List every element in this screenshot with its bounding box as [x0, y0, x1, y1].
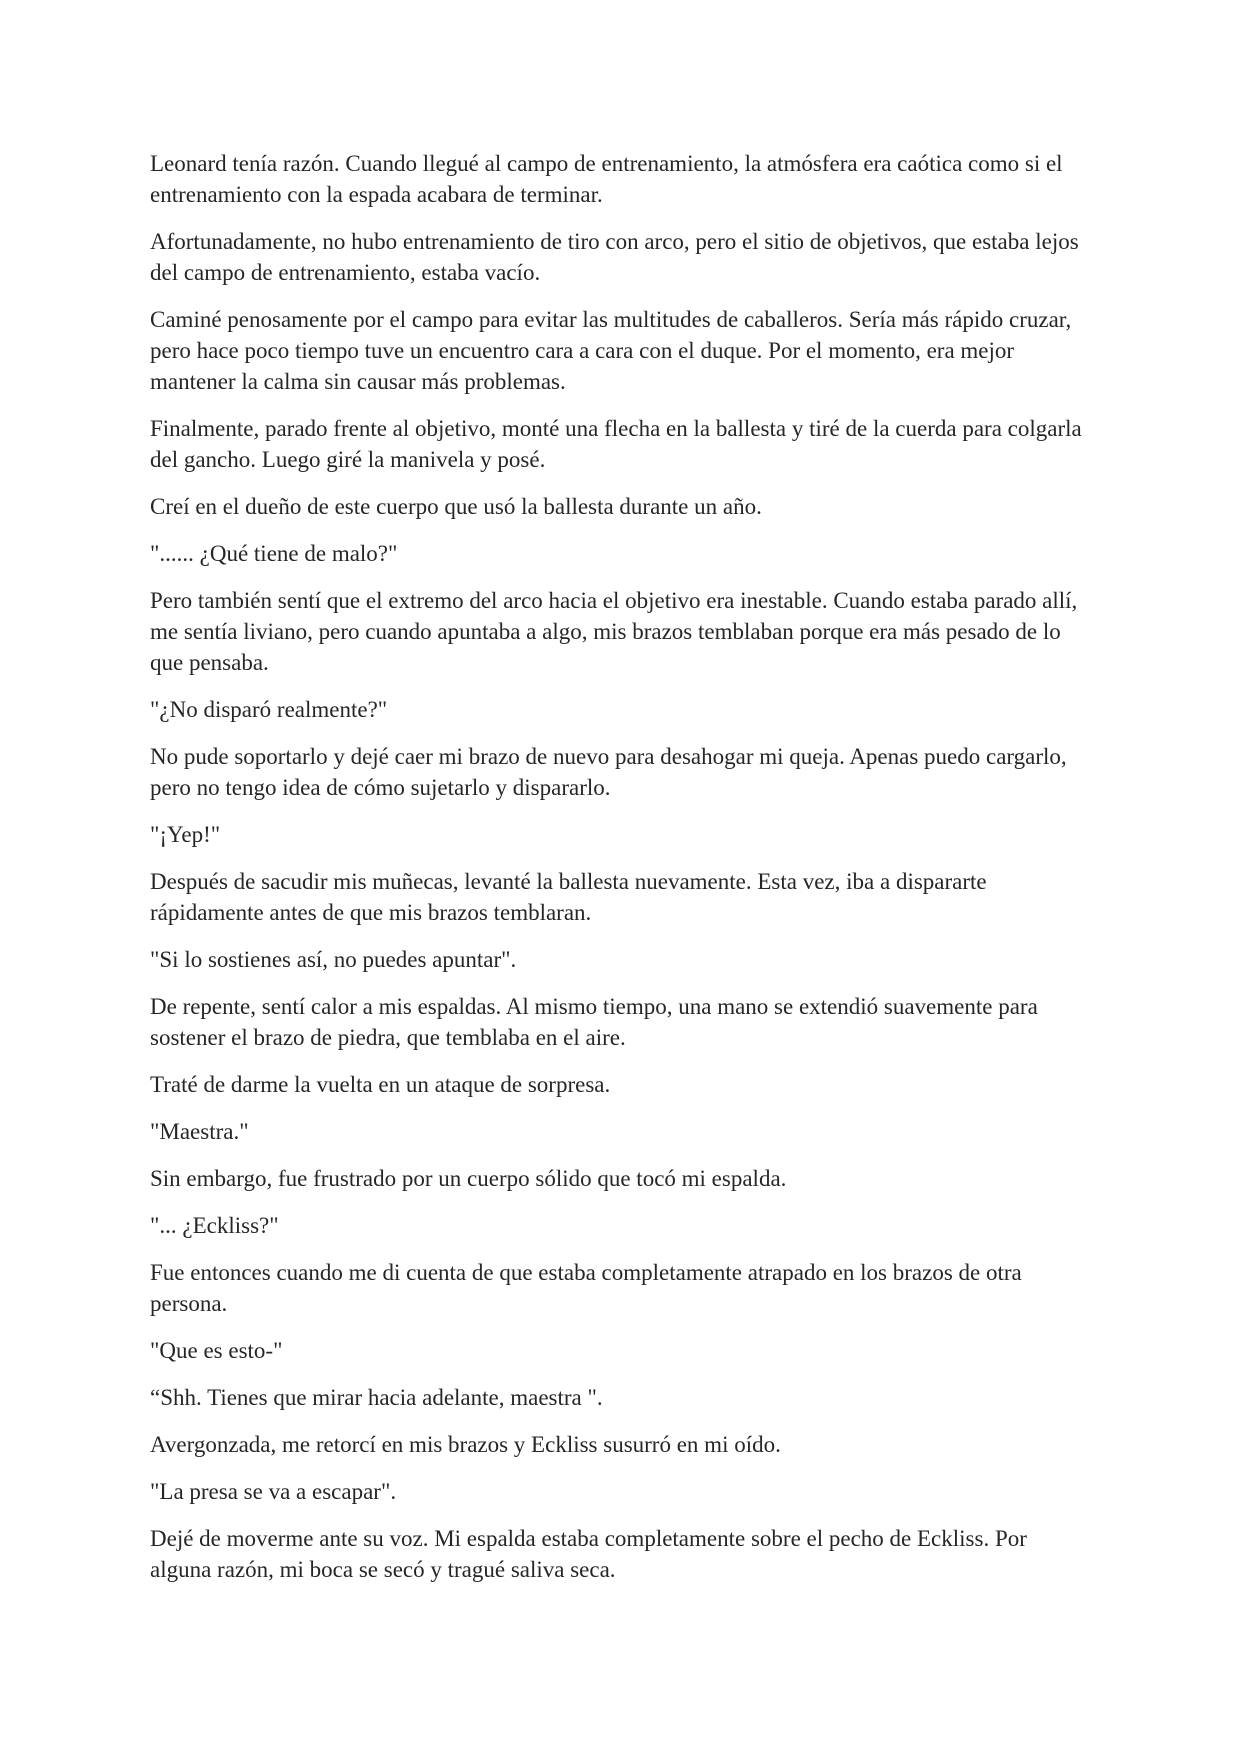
paragraph-14: Traté de darme la vuelta en un ataque de sorpresa. — [150, 1072, 611, 1097]
paragraph-15: "Maestra." — [150, 1119, 249, 1144]
paragraph-5: Creí en el dueño de este cuerpo que usó la ballesta durante un año. — [150, 494, 762, 519]
paragraph-21: Avergonzada, me retorcí en mis brazos y Eckliss susurró en mi oído. — [150, 1432, 781, 1457]
paragraph-1: Leonard tenía razón. Cuando llegué al campo de entrenamiento, la atmósfera era caótica como si el entrenamiento con la espada acabara de terminar. — [150, 151, 1063, 207]
paragraph-17: "... ¿Eckliss?" — [150, 1213, 279, 1238]
document-body — [150, 148, 1090, 1601]
paragraph-13: De repente, sentí calor a mis espaldas. Al mismo tiempo, una mano se extendió suavemente para sostener el brazo de piedra, que temblaba en el aire. — [150, 994, 1038, 1050]
paragraph-6: "...... ¿Qué tiene de malo?" — [150, 541, 398, 566]
paragraph-7: Pero también sentí que el extremo del arco hacia el objetivo era inestable. Cuando estaba parado allí, me sentía liviano, pero cuando apuntaba a algo, mis brazos temblaban porque era más pesado de lo que pensaba. — [150, 588, 1078, 675]
paragraph-19: "Que es esto-" — [150, 1338, 283, 1363]
paragraph-20: “Shh. Tienes que mirar hacia adelante, maestra ". — [150, 1385, 603, 1410]
paragraph-3: Caminé penosamente por el campo para evitar las multitudes de caballeros. Sería más rápido cruzar, pero hace poco tiempo tuve un encuentro cara a cara con el duque. Por el momento, era mejor mantener la calma sin causar más problemas. — [150, 307, 1072, 394]
paragraph-2: Afortunadamente, no hubo entrenamiento de tiro con arco, pero el sitio de objetivos, que estaba lejos del campo de entrenamiento, estaba vacío. — [150, 229, 1079, 285]
paragraph-18: Fue entonces cuando me di cuenta de que estaba completamente atrapado en los brazos de otra persona. — [150, 1260, 1022, 1316]
paragraph-12: "Si lo sostienes así, no puedes apuntar". — [150, 947, 517, 972]
paragraph-11: Después de sacudir mis muñecas, levanté la ballesta nuevamente. Esta vez, iba a dispararte rápidamente antes de que mis brazos temblaran. — [150, 869, 987, 925]
paragraph-4: Finalmente, parado frente al objetivo, monté una flecha en la ballesta y tiré de la cuerda para colgarla del gancho. Luego giré la manivela y posé. — [150, 416, 1082, 472]
paragraph-8: "¿No disparó realmente?" — [150, 697, 388, 722]
paragraph-10: "¡Yep!" — [150, 822, 221, 847]
paragraph-16: Sin embargo, fue frustrado por un cuerpo sólido que tocó mi espalda. — [150, 1166, 787, 1191]
paragraph-22: "La presa se va a escapar". — [150, 1479, 397, 1504]
paragraph-23: Dejé de moverme ante su voz. Mi espalda estaba completamente sobre el pecho de Eckliss. Por alguna razón, mi boca se secó y tragué saliva seca. — [150, 1526, 1027, 1582]
paragraph-9: No pude soportarlo y dejé caer mi brazo de nuevo para desahogar mi queja. Apenas puedo cargarlo, pero no tengo idea de cómo sujetarlo y dispararlo. — [150, 744, 1067, 800]
